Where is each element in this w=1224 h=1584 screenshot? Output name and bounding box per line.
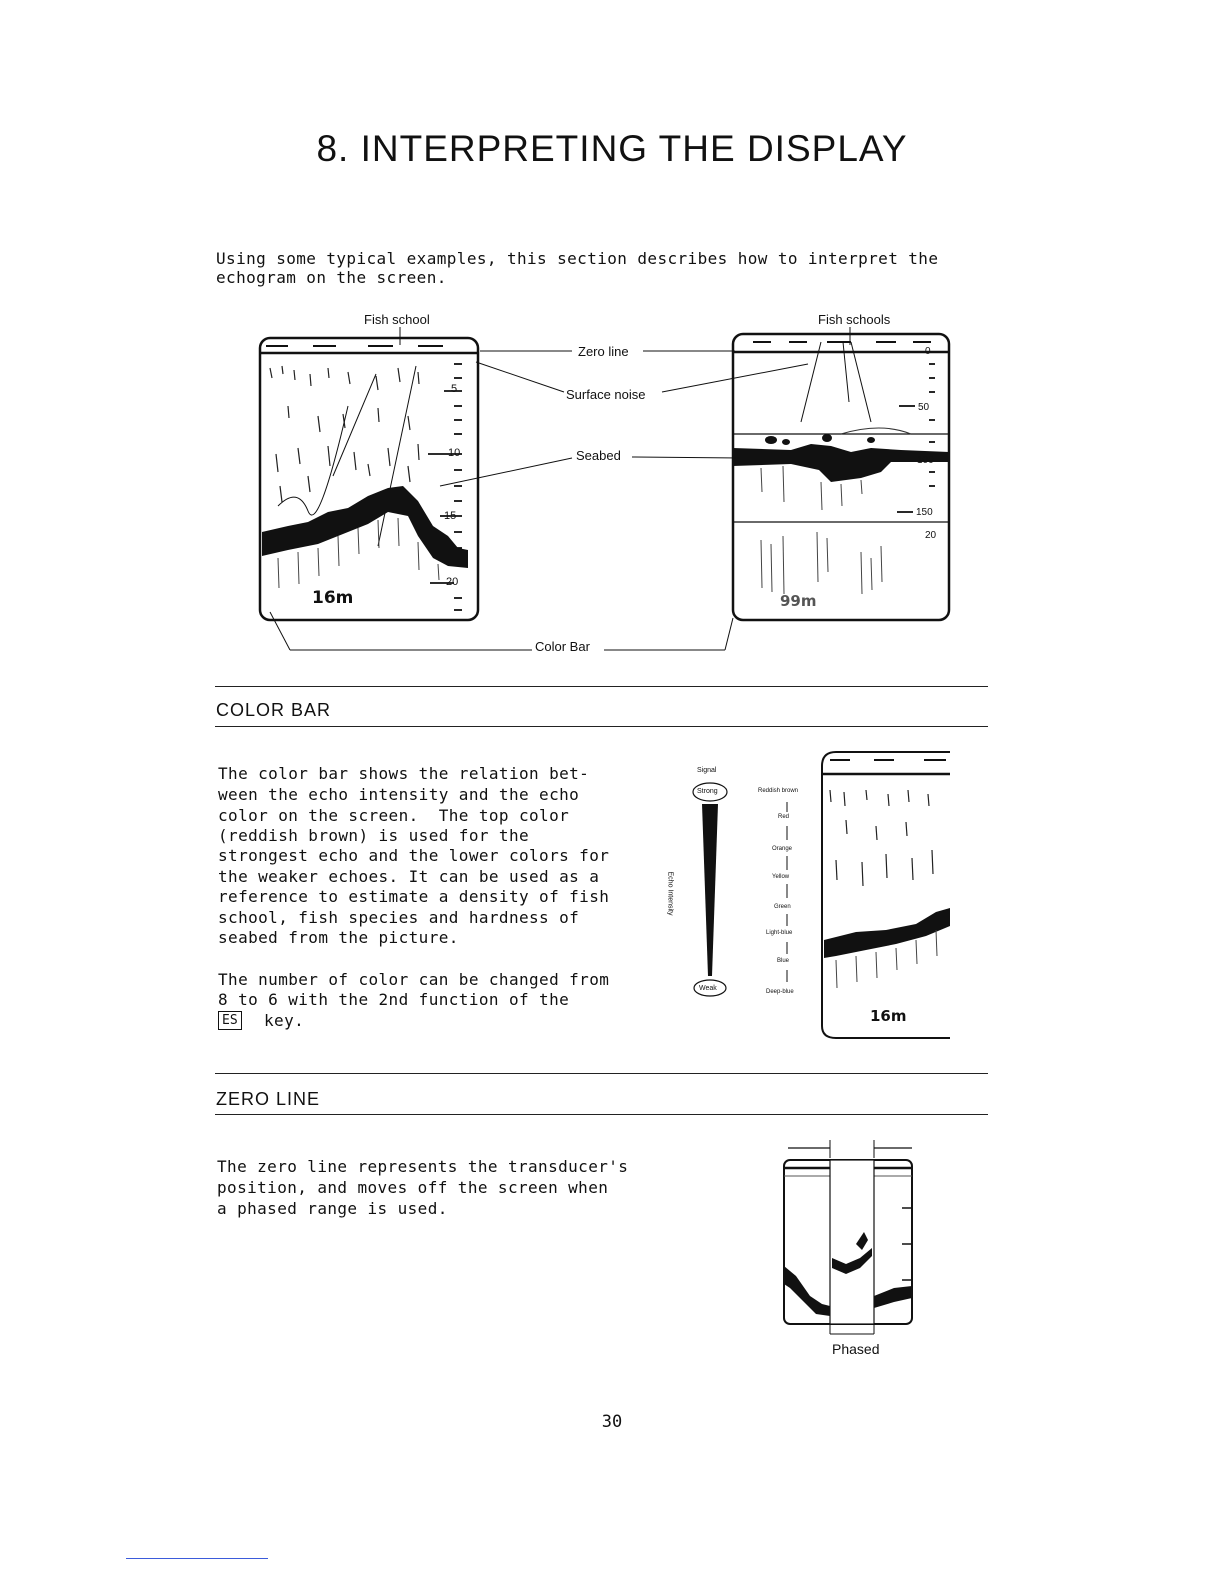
color-bar-line-8: school, fish species and hardness of xyxy=(218,908,580,927)
color-bar-wedge xyxy=(690,780,730,1000)
es-key: ES xyxy=(218,1011,242,1030)
color-bar-line-9: seabed from the picture. xyxy=(218,928,459,947)
color-bar-echogram xyxy=(816,750,952,1040)
rule-bottom-zero-line xyxy=(215,1114,988,1115)
left-scale-5: 5 xyxy=(451,383,458,395)
weak-label: Weak xyxy=(699,985,717,992)
color-bar-p2-line-1: The number of color can be changed from xyxy=(218,970,610,989)
strong-label: Strong xyxy=(697,788,718,795)
color-bar-line-7: reference to estimate a density of fish xyxy=(218,887,610,906)
right-scale-50: 50 xyxy=(918,402,930,413)
right-scale-0: 0 xyxy=(925,346,931,357)
echo-intensity-label: Echo Intensity xyxy=(666,871,674,916)
color-green: Green xyxy=(774,904,791,910)
color-bar-arrows xyxy=(782,796,792,996)
rule-bottom-color-bar xyxy=(215,726,988,727)
page-title: 8. INTERPRETING THE DISPLAY xyxy=(316,128,908,169)
zero-line-text-2: position, and moves off the screen when xyxy=(217,1178,609,1197)
color-bar-heading: COLOR BAR xyxy=(216,700,332,720)
color-light-blue: Light-blue xyxy=(766,930,793,936)
phased-echogram xyxy=(776,1136,916,1346)
es-key-suffix: key. xyxy=(264,1011,305,1030)
seabed-label: Seabed xyxy=(576,448,621,463)
color-orange: Orange xyxy=(772,846,793,852)
color-bar-label: Color Bar xyxy=(535,639,590,654)
figure1-leader-lines xyxy=(0,0,1224,700)
color-reddish-brown: Reddish brown xyxy=(758,788,799,794)
right-depth-readout: 99m xyxy=(780,592,817,610)
right-scale-100: 100 xyxy=(917,455,934,466)
color-bar-line-5: strongest echo and the lower colors for xyxy=(218,846,610,865)
page-number: 30 xyxy=(601,1412,623,1432)
intro-line-2: echogram on the screen. xyxy=(216,268,447,287)
left-depth-readout: 16m xyxy=(312,588,354,608)
color-blue: Blue xyxy=(777,958,790,964)
zero-line-label: Zero line xyxy=(578,344,629,359)
fish-school-label: Fish school xyxy=(364,312,430,327)
zero-line-text-1: The zero line represents the transducer's xyxy=(217,1157,629,1176)
fish-schools-label: Fish schools xyxy=(818,312,891,327)
color-bar-depth-readout: 16m xyxy=(870,1007,907,1025)
left-scale-10: 10 xyxy=(448,447,461,459)
color-bar-p2-line-2: 8 to 6 with the 2nd function of the xyxy=(218,990,570,1009)
zero-line-text-3: a phased range is used. xyxy=(217,1199,448,1218)
surface-noise-label: Surface noise xyxy=(566,387,646,402)
intro-line-1: Using some typical examples, this section describes how to interpret the xyxy=(216,249,939,268)
color-bar-line-1: The color bar shows the relation bet- xyxy=(218,764,590,783)
left-scale-20: 20 xyxy=(446,576,459,588)
color-bar-line-3: color on the screen. The top color xyxy=(218,806,570,825)
color-bar-line-6: the weaker echoes. It can be used as a xyxy=(218,867,600,886)
phased-label: Phased xyxy=(832,1341,880,1357)
color-bar-line-4: (reddish brown) is used for the xyxy=(218,826,530,845)
rule-top-color-bar xyxy=(215,686,988,687)
color-red: Red xyxy=(778,814,790,820)
zero-line-heading: ZERO LINE xyxy=(216,1089,321,1109)
color-bar-line-2: ween the echo intensity and the echo xyxy=(218,785,580,804)
right-lower-scale: 20 xyxy=(925,530,937,541)
footer-line xyxy=(126,1558,268,1559)
right-scale-150: 150 xyxy=(916,507,933,518)
signal-label: Signal xyxy=(697,767,717,774)
color-deep-blue: Deep-blue xyxy=(766,989,794,995)
rule-top-zero-line xyxy=(215,1073,988,1074)
color-yellow: Yellow xyxy=(772,874,790,880)
left-scale-15: 15 xyxy=(444,510,457,522)
